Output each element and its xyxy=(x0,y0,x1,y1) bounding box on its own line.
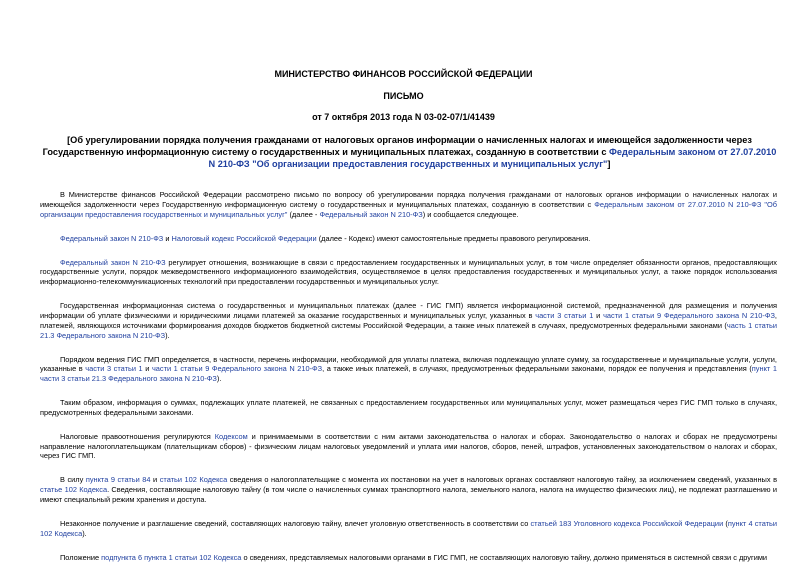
paragraph-text: (далее - xyxy=(287,209,320,219)
paragraph-text: , платежей, являющихся источниками формирования доходов бюджетов бюджетной системы Российской Федерации, а также иных платежей в случаях, предусмотренных федеральными законами ( xyxy=(40,310,777,330)
paragraph xyxy=(40,190,777,219)
paragraph xyxy=(40,355,777,384)
document-link[interactable]: части 1 статьи 9 Федерального закона N 210-ФЗ xyxy=(151,364,323,374)
paragraph xyxy=(40,519,777,539)
document-title xyxy=(40,134,779,170)
paragraph-text: регулирует отношения, возникающие в связи с предоставлением государственных и муниципальных услуг, в том числе определяет обязанности органов, предоставляющих государственные услуги, порядок межведомственного информационного взаимодействия, осуществляемое в целях предоставления государственных и муниципальных услуг, а также порядок использования информационно-телекоммуникационных технологий при предоставлении государственных и муниципальных услуг. xyxy=(40,257,777,287)
paragraph-text: , а также иных платежей, в случаях, предусмотренных федеральными законами, порядок ее получения и представления ( xyxy=(322,364,752,374)
document-link[interactable]: Федеральным законом от 27.07.2010 N 210-ФЗ "Об организации предоставления государственных и муниципальных услуг" xyxy=(40,199,777,219)
title-text: [Об урегулировании порядка получения гражданами от налоговых органов информации о начисленных налогах и имеющейся задолженности через Государственную информационную систему о государственных и муниципальных платежах, созданную в соответствии с xyxy=(42,135,752,157)
paragraph-text: . Сведения, составляющие налоговую тайну (в том числе о начисленных суммах транспортного налога, земельного налога, налога на имущество физических лиц), не подлежат разглашению и имеют специальный режим хранения и доступа. xyxy=(40,485,778,505)
paragraph xyxy=(40,258,777,287)
paragraph xyxy=(40,553,777,563)
document-body xyxy=(40,190,777,577)
document-link[interactable]: статьей 183 Уголовного кодекса Российской Федерации xyxy=(530,519,724,529)
ministry-heading: МИНИСТЕРСТВО ФИНАНСОВ РОССИЙСКОЙ ФЕДЕРАЦИИ xyxy=(274,69,533,79)
document-link[interactable]: подпункта 6 пункта 1 статьи 102 Кодекса xyxy=(101,552,242,562)
document-link[interactable]: части 3 статьи 1 xyxy=(535,310,594,320)
document-link[interactable]: Федеральный закон N 210-ФЗ xyxy=(319,209,423,219)
paragraph xyxy=(40,234,777,244)
paragraph-text: и xyxy=(593,310,604,320)
document-link[interactable]: части 3 статьи 1 xyxy=(85,364,143,374)
document-type: ПИСЬМО xyxy=(383,91,424,101)
document-date-number: от 7 октября 2013 года N 03-02-07/1/41439 xyxy=(312,112,495,122)
paragraph-text: Налоговые правоотношения регулируются xyxy=(60,431,215,441)
paragraph-text: сведения о налогоплательщике с момента их постановки на учет в налоговых органах составляют налоговую тайну, за исключением сведений, указанных в xyxy=(227,475,777,485)
paragraph-text: Таким образом, информация о суммах, подлежащих уплате платежей, не связанных с предоставлением государственных или муниципальных услуг, может размещаться через ГИС ГМП только в случаях, предусмотренных федеральными законами. xyxy=(40,398,777,417)
document-link[interactable]: статьи 102 Кодекса xyxy=(159,475,228,485)
paragraph-text: ). xyxy=(216,374,222,384)
document-link[interactable]: части 1 статьи 9 Федерального закона N 210-ФЗ xyxy=(603,310,775,320)
document-link[interactable]: часть 1 статьи 21.3 Федерального закона N 210-ФЗ xyxy=(40,320,777,340)
paragraph xyxy=(40,475,777,504)
paragraph-text: Положение xyxy=(60,552,102,562)
document-link[interactable]: Федеральный закон N 210-ФЗ xyxy=(60,233,164,243)
title-law-link[interactable]: Федеральным законом от 27.07.2010 N 210-ФЗ "Об организации предоставления государственных и муниципальных услуг" xyxy=(208,147,777,169)
paragraph-text: о сведениях, представляемых налоговыми органами в ГИС ГМП, не составляющих налоговую тайну, должно применяться в системной связи с другими xyxy=(241,552,768,562)
document-link[interactable]: Кодексом xyxy=(214,431,248,441)
paragraph-text: и xyxy=(163,233,172,243)
paragraph-text: и xyxy=(142,364,152,374)
paragraph-text: Государственная информационная система о государственных и муниципальных платежах (далее - ГИС ГМП) является информационной системой, предназначенной для размещения и получения информации об уплате физическими и юридическими лицами платежей за оказание государственных и муниципальных услуг, указанных в xyxy=(40,301,777,320)
paragraph xyxy=(40,432,777,461)
document-link[interactable]: пункта 9 статьи 84 xyxy=(85,475,151,485)
document-link[interactable]: статье 102 Кодекса xyxy=(40,485,108,495)
document-link[interactable]: Налоговый кодекс Российской Федерации xyxy=(171,233,317,243)
paragraph-text: и xyxy=(150,475,160,485)
paragraph xyxy=(40,301,777,340)
title-text-end: ] xyxy=(607,159,611,169)
document-link[interactable]: пункт 4 статьи 102 Кодекса xyxy=(40,519,778,538)
paragraph-text: ). xyxy=(82,528,87,538)
paragraph xyxy=(40,398,777,418)
paragraph-text: Незаконное получение и разглашение сведений, составляющих налоговую тайну, влечет уголовную ответственность в соответствии со xyxy=(60,519,531,529)
paragraph-text: Порядком ведения ГИС ГМП определяется, в частности, перечень информации, необходимой для уплаты платежа, включая подлежащую уплате сумму, за государственные и муниципальные услуги, услуги, указанные в xyxy=(40,354,777,374)
document-link[interactable]: пункт 1 части 3 статьи 21.3 Федерального закона N 210-ФЗ xyxy=(40,364,777,384)
paragraph-text: (далее - Кодекс) имеют самостоятельные предметы правового регулирования. xyxy=(316,233,591,243)
paragraph-text: ( xyxy=(723,519,728,529)
paragraph-text: ). xyxy=(165,330,170,340)
paragraph-text: ) и сообщается следующее. xyxy=(422,209,519,219)
paragraph-text: и принимаемыми в соответствии с ним актами законодательства о налогах и сборах. Законодательство о налогах и сборах не предусмотрены направление налогоплательщикам (плательщикам сборов) - физическим лицам налоговых уведомлений и уплата ими налогов, сборов, пеней, штрафов, установленных законодательством о налогах и сборах, через ГИС ГМП. xyxy=(40,431,777,461)
paragraph-text: В силу xyxy=(60,475,86,485)
document-link[interactable]: Федеральный закон N 210-ФЗ xyxy=(60,257,166,267)
paragraph-text: В Министерстве финансов Российской Федерации рассмотрено письмо по вопросу об урегулировании порядка получения гражданами от налоговых органов информации о начисленных налогах и имеющейся задолженности через Государственную информационную систему о государственных и муниципальных платежах, созданную в соответствии с xyxy=(40,190,777,209)
